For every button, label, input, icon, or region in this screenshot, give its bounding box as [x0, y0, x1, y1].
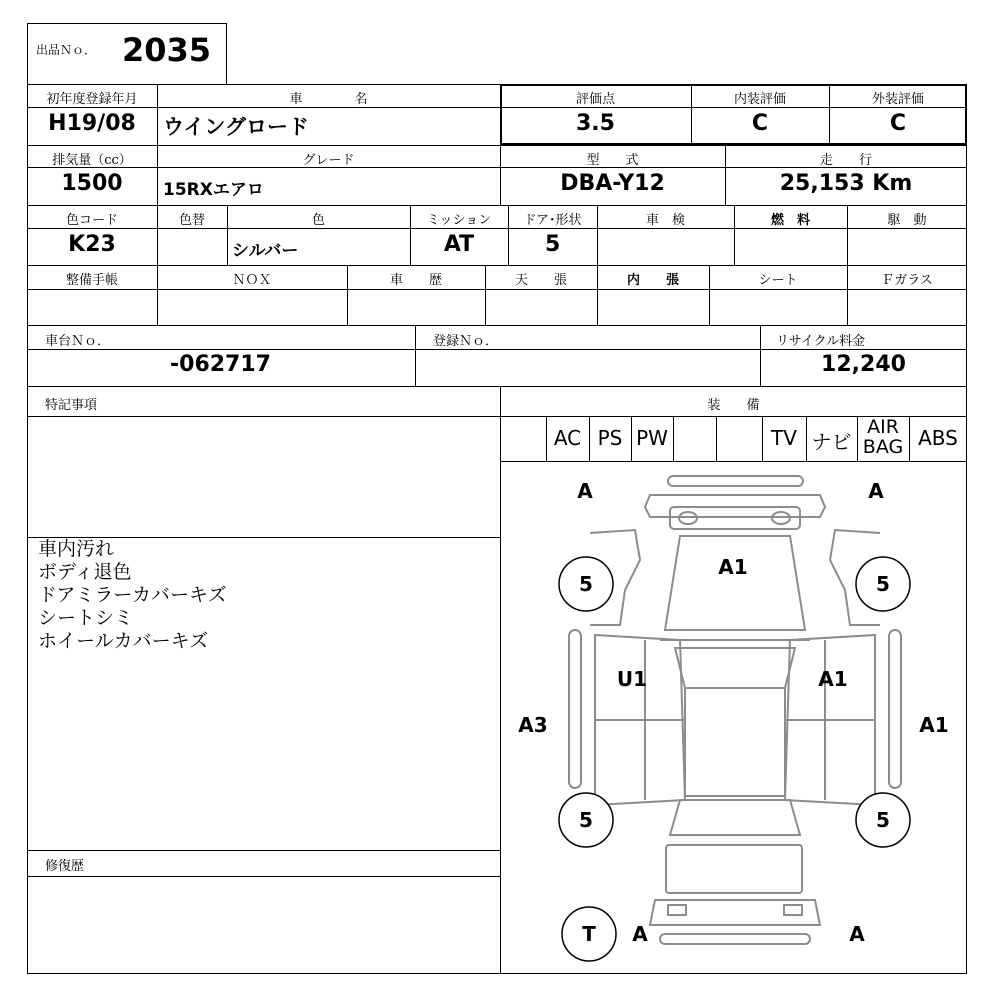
chassis-label: 車台Ｎｏ． [45, 334, 111, 349]
registration-label: 登録Ｎｏ． [433, 334, 499, 349]
score-label: 評価点 [575, 92, 615, 107]
interior-label: 内装評価 [733, 92, 786, 107]
mark-left-front-door: U1 [616, 667, 648, 691]
exterior-value: C [889, 111, 907, 136]
equipment-tv: TV [771, 426, 797, 450]
repair-label: 修復歴 [45, 859, 85, 874]
interior-value: C [751, 111, 769, 136]
color-code-label: 色コード [65, 213, 118, 228]
remarks-list [38, 538, 227, 653]
grade-label: グレード [302, 153, 355, 168]
equipment-ps: PS [597, 426, 623, 450]
ceiling-label: 天 張 [514, 273, 567, 288]
recycle-value: 12,240 [821, 352, 906, 377]
equipment-label: 装 備 [707, 398, 760, 413]
recycle-label: リサイクル料金 [776, 334, 866, 349]
car-name-label: 車 名 [289, 92, 368, 107]
interior-trim-label: 内 張 [626, 273, 679, 288]
door-label: ドア･形状 [523, 213, 582, 228]
mark-front-right: A [868, 479, 884, 503]
mark-front-right-wheel: 5 [876, 572, 890, 596]
grade-value: 15RXエアロ [163, 180, 264, 200]
first-reg-value: H19/08 [48, 111, 136, 136]
mark-hood: A1 [718, 555, 748, 579]
mileage-value: 25,153 Km [779, 171, 913, 196]
remark-line: 車内汚れ [38, 538, 115, 560]
repaint-label: 色替 [178, 213, 205, 228]
exterior-label: 外装評価 [871, 92, 924, 107]
lot-label: 出品Ｎｏ． [36, 43, 97, 57]
mark-left-side: A3 [518, 713, 548, 737]
remark-line: ボディ退色 [38, 561, 132, 583]
glass-label: Ｆガラス [881, 273, 933, 288]
door-value: 5 [545, 232, 561, 257]
mark-rear-left-wheel: 5 [579, 808, 593, 832]
car-outline [569, 476, 901, 944]
model-value: DBA-Y12 [560, 171, 665, 196]
mark-rear-right: A [849, 922, 865, 946]
mark-right-front-door: A1 [818, 667, 848, 691]
service-book-label: 整備手帳 [65, 273, 118, 288]
lot-number: 2035 [122, 31, 212, 69]
color-value: シルバー [232, 241, 299, 261]
equipment-ac: AC [553, 426, 582, 450]
nox-label: ＮＯＸ [232, 273, 272, 288]
fuel-label: 燃 料 [770, 213, 810, 228]
drive-label: 駆 動 [887, 213, 927, 228]
mark-rear-right-wheel: 5 [876, 808, 890, 832]
remark-line: ホイールカバーキズ [38, 630, 209, 652]
mission-label: ミッション [426, 213, 492, 228]
score-value: 3.5 [576, 111, 615, 136]
remark-line: シートシミ [38, 607, 134, 629]
remarks-label: 特記事項 [45, 398, 98, 413]
equipment-navi: ナビ [811, 430, 852, 454]
color-code-value: K23 [68, 232, 116, 257]
history-label: 車 歴 [389, 273, 442, 288]
color-label: 色 [311, 213, 325, 228]
mark-front-left: A [577, 479, 593, 503]
remark-line: ドアミラーカバーキズ [38, 584, 227, 606]
model-label: 型 式 [586, 153, 639, 168]
mileage-label: 走 行 [819, 153, 872, 168]
equipment-pw: PW [636, 426, 668, 450]
displacement-label: 排気量（cc） [52, 153, 132, 168]
equipment-abs: ABS [918, 426, 958, 450]
mark-spare-tire: T [582, 922, 596, 946]
chassis-value: -062717 [170, 352, 271, 377]
car-diagram [501, 462, 966, 973]
equipment-airbag: AIR BAG [862, 416, 904, 458]
displacement-value: 1500 [61, 171, 123, 196]
car-name-value: ウイングロード [163, 115, 309, 139]
mark-right-side: A1 [919, 713, 949, 737]
mark-rear-left: A [632, 922, 648, 946]
seat-label: シート [758, 273, 798, 288]
first-reg-label: 初年度登録年月 [46, 92, 138, 107]
mark-front-left-wheel: 5 [579, 572, 593, 596]
mission-value: AT [443, 232, 475, 257]
inspection-label: 車 検 [645, 213, 685, 228]
